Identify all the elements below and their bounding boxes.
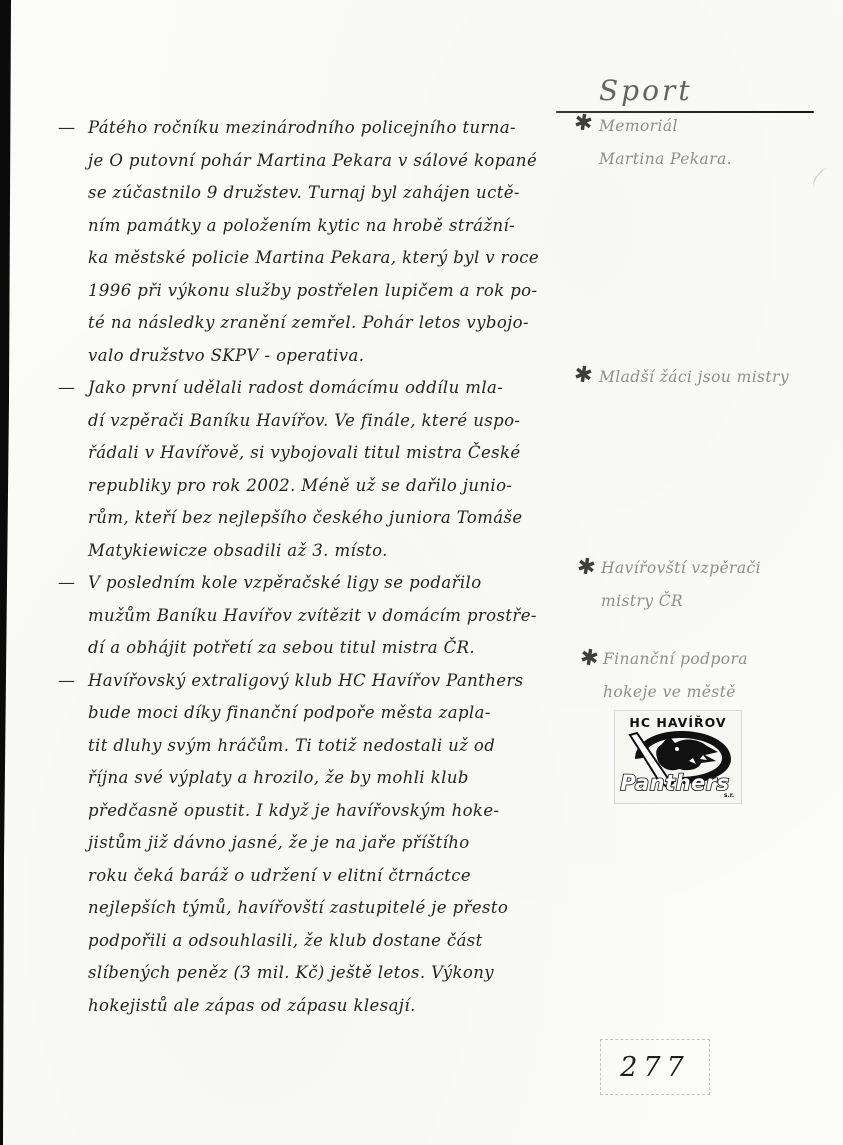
paragraph-line: republiky pro rok 2002. Méně už se dařilo junio- (88, 475, 513, 495)
paragraph-line: Pátého ročníku mezinárodního policejního turna- (88, 118, 517, 137)
paragraph-line: slíbených peněz (3 mil. Kč) ještě letos. Výkony (88, 963, 494, 982)
asterisk-marker: ✱ (572, 109, 595, 138)
margin-note-line: Memoriál (599, 117, 678, 135)
margin-note-line: Havířovští vzpěrači (601, 559, 761, 577)
pen-stray-mark (811, 166, 836, 192)
paragraph-line: dí a obhájit potřetí za sebou titul mistra ČR. (88, 638, 476, 657)
paragraph-line: 1996 při výkonu služby postřelen lupičem a rok po- (88, 280, 538, 300)
paragraph-weightlifting-league (58, 567, 582, 665)
page-number: 277 (620, 1051, 690, 1083)
paragraph-line: té na následky zranění zemřel. Pohár letos vybojo- (88, 313, 529, 332)
logo-suffix-text: s.r. (723, 792, 735, 799)
paragraph-line: Jako první udělali radost domácímu oddílu mla- (88, 378, 504, 397)
bullet-dash: — (58, 118, 76, 138)
paragraph-young-lifters (58, 372, 582, 567)
logo-panthers-text: Panthers (620, 771, 730, 795)
paragraph-line: nejlepších týmů, havířovští zastupitelé je přesto (88, 898, 509, 917)
paragraph-line: října své výplaty a hrozilo, že by mohli klub (88, 768, 469, 787)
paragraph-line: rům, kteří bez nejlepšího českého juniora Tomáše (88, 508, 523, 527)
paragraph-line: ním památky a položením kytic na hrobě strážní- (88, 215, 516, 235)
bullet-dash: — (58, 378, 76, 398)
margin-note-young-champions (599, 361, 789, 394)
paragraph-line: tit dluhy svým hráčům. Ti totiž nedostali už od (88, 735, 496, 755)
margin-note-line: Martina Pekara. (599, 150, 732, 168)
margin-note-lifters-champions (601, 552, 761, 618)
margin-note-line: hokeje ve městě (603, 683, 736, 701)
paragraph-line: předčasně opustit. I když je havířovským hoke- (88, 800, 500, 820)
paragraph-line: dí vzpěrači Baníku Havířov. Ve finále, které uspo- (88, 410, 521, 430)
paragraph-line: mužům Baníku Havířov zvítězit v domácím prostře- (88, 605, 537, 625)
asterisk-marker: ✱ (578, 644, 601, 673)
bullet-dash: — (58, 573, 76, 593)
hc-havirov-panthers-logo (615, 711, 741, 803)
paragraph-line: se zúčastnilo 9 družstev. Turnaj byl zahájen uctě- (88, 183, 520, 202)
margin-note-line: Mladší žáci jsou mistry (599, 368, 790, 386)
paragraph-line: bude moci díky finanční podpoře města zapla- (88, 703, 491, 722)
margin-note-memorial (599, 110, 732, 176)
page-title: Sport (599, 74, 693, 107)
paragraph-line: hokejistů ale zápas od zápasu klesají. (88, 995, 416, 1015)
margin-note-line: mistry ČR (601, 592, 684, 610)
margin-note-financial-support (603, 643, 748, 709)
page-number-box (600, 1039, 710, 1095)
paragraph-line: V posledním kole vzpěračské ligy se podařilo (88, 573, 482, 592)
scanner-edge-artifact (0, 0, 14, 1145)
paragraph-line: Havířovský extraligový klub HC Havířov Panthers (88, 670, 524, 690)
paragraph-line: valo družstvo SKPV - operativa. (88, 345, 365, 365)
title-underline (556, 111, 814, 113)
paragraph-line: jistům již dávno jasné, že je na jaře příštího (88, 833, 470, 852)
asterisk-marker: ✱ (572, 361, 595, 390)
main-text-column (58, 112, 582, 1022)
paragraph-hockey-club (58, 665, 582, 1023)
margin-note-line: Finanční podpora (603, 650, 748, 668)
paragraph-line: ka městské policie Martina Pekara, který byl v roce (88, 248, 540, 267)
paragraph-line: podpořili a odsouhlasili, že klub dostane část (88, 930, 483, 950)
logo-club-text: HC HAVÍŘOV (629, 715, 727, 730)
paragraph-memorial (58, 112, 582, 372)
asterisk-marker: ✱ (575, 553, 598, 582)
bullet-dash: — (58, 670, 76, 691)
paragraph-line: je O putovní pohár Martina Pekara v sálové kopané (88, 150, 538, 170)
paragraph-line: Matykiewicze obsadili až 3. místo. (88, 540, 388, 560)
paragraph-line: roku čeká baráž o udržení v elitní čtrnáctce (88, 865, 472, 885)
paragraph-line: řádali v Havířově, si vybojovali titul mistra České (88, 443, 521, 462)
